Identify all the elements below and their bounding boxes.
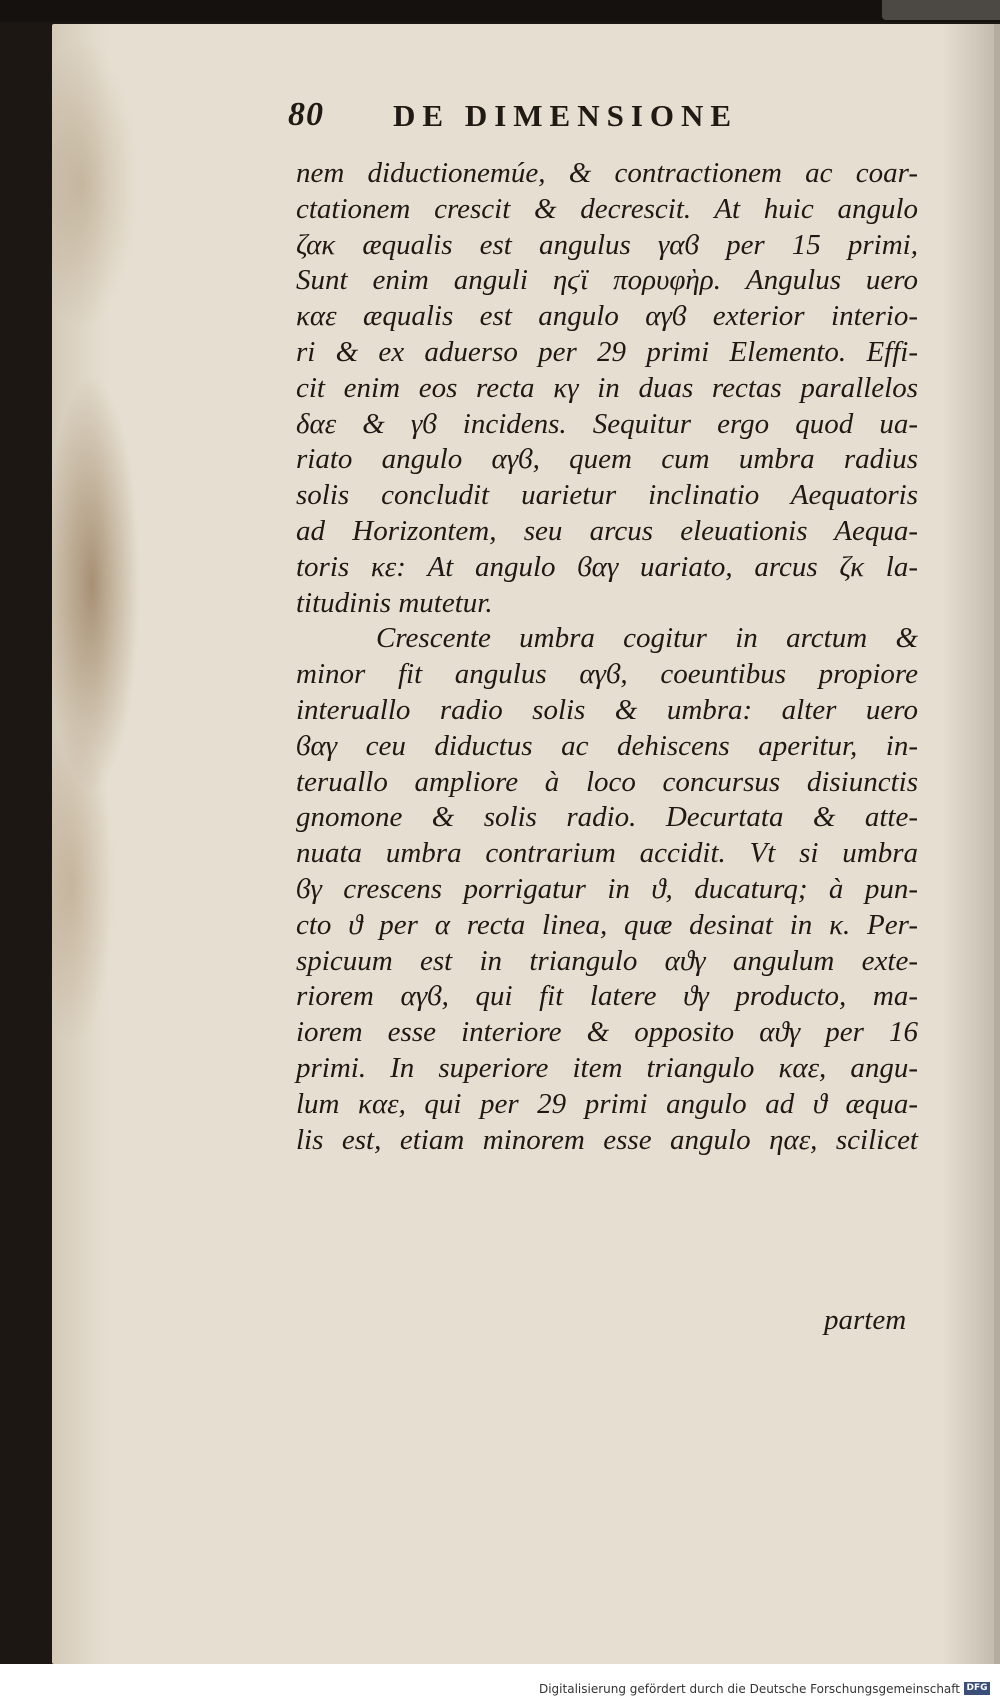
page-header xyxy=(288,96,908,140)
text-line: interuallo radio solis & umbra: alter uero xyxy=(296,693,918,726)
text-line: spicuum est in triangulo αϑγ angulum exte- xyxy=(296,944,918,977)
page-number: 80 xyxy=(288,96,324,133)
text-line: ri & ex aduerso per 29 primi Elemento. Effi- xyxy=(296,335,918,368)
text-line: ctationem crescit & decrescit. At huic angulo xyxy=(296,192,918,225)
text-line: primi. In superiore item triangulo καε, angu- xyxy=(296,1051,918,1084)
text-line: Crescente umbra cogitur in arctum & xyxy=(376,622,918,655)
text-line: titudinis mutetur. xyxy=(296,586,493,619)
running-title: DE DIMENSIONE xyxy=(393,98,739,133)
text-line: teruallo ampliore à loco concursus disiunctis xyxy=(296,765,918,798)
text-line: cit enim eos recta κγ in duas rectas parallelos xyxy=(296,371,918,404)
text-line: καε æqualis est angulo αγϐ exterior interio- xyxy=(296,300,918,333)
text-line: ad Horizontem, seu arcus eleuationis Aequa- xyxy=(296,514,918,547)
text-line: riato angulo αγϐ, quem cum umbra radius xyxy=(296,443,918,476)
text-line: solis concludit uarietur inclinatio Aequatoris xyxy=(296,479,918,512)
footer-bar xyxy=(0,1664,1000,1704)
dfg-logo-icon: DFG xyxy=(964,1682,990,1695)
page-edge xyxy=(994,24,1000,1664)
text-line: nem diductionemúe, & contractionem ac coar- xyxy=(296,157,918,189)
text-line: minor fit angulus αγϐ, coeuntibus propiore xyxy=(296,658,918,691)
top-border xyxy=(0,0,1000,22)
text-line: δαε & γϐ incidens. Sequitur ergo quod ua- xyxy=(296,407,918,440)
text-line: iorem esse interiore & opposito αϑγ per 16 xyxy=(296,1016,918,1049)
text-line: riorem αγϐ, qui fit latere ϑγ producto, ma- xyxy=(296,980,918,1013)
funding-credit: Digitalisierung gefördert durch die Deutsche Forschungsgemeinschaft xyxy=(538,1682,960,1696)
text-line: Sunt enim anguli ηϛϊ πορυφὴρ. Angulus uero xyxy=(296,264,918,297)
text-line: ϐγ crescens porrigatur in ϑ, ducaturq; à pun- xyxy=(296,872,918,905)
body-text xyxy=(296,156,918,1158)
top-edge-tab xyxy=(882,0,1000,20)
text-line: nuata umbra contrarium accidit. Vt si umbra xyxy=(296,837,918,870)
text-line: toris κε: At angulo ϐαγ uariato, arcus ζκ la- xyxy=(296,550,918,583)
text-line: lis est, etiam minorem esse angulo ηαε, scilicet xyxy=(296,1123,918,1156)
text-line: ϐαγ ceu diductus ac dehiscens aperitur, in- xyxy=(296,729,918,762)
text-line: cto ϑ per α recta linea, quæ desinat in κ. Per- xyxy=(296,908,918,941)
text-line: ζακ æqualis est angulus γαϐ per 15 primi, xyxy=(296,228,918,261)
text-line: lum καε, qui per 29 primi angulo ad ϑ æqua- xyxy=(296,1087,918,1120)
catchword: partem xyxy=(824,1304,907,1336)
text-line: gnomone & solis radio. Decurtata & atte- xyxy=(296,801,918,834)
